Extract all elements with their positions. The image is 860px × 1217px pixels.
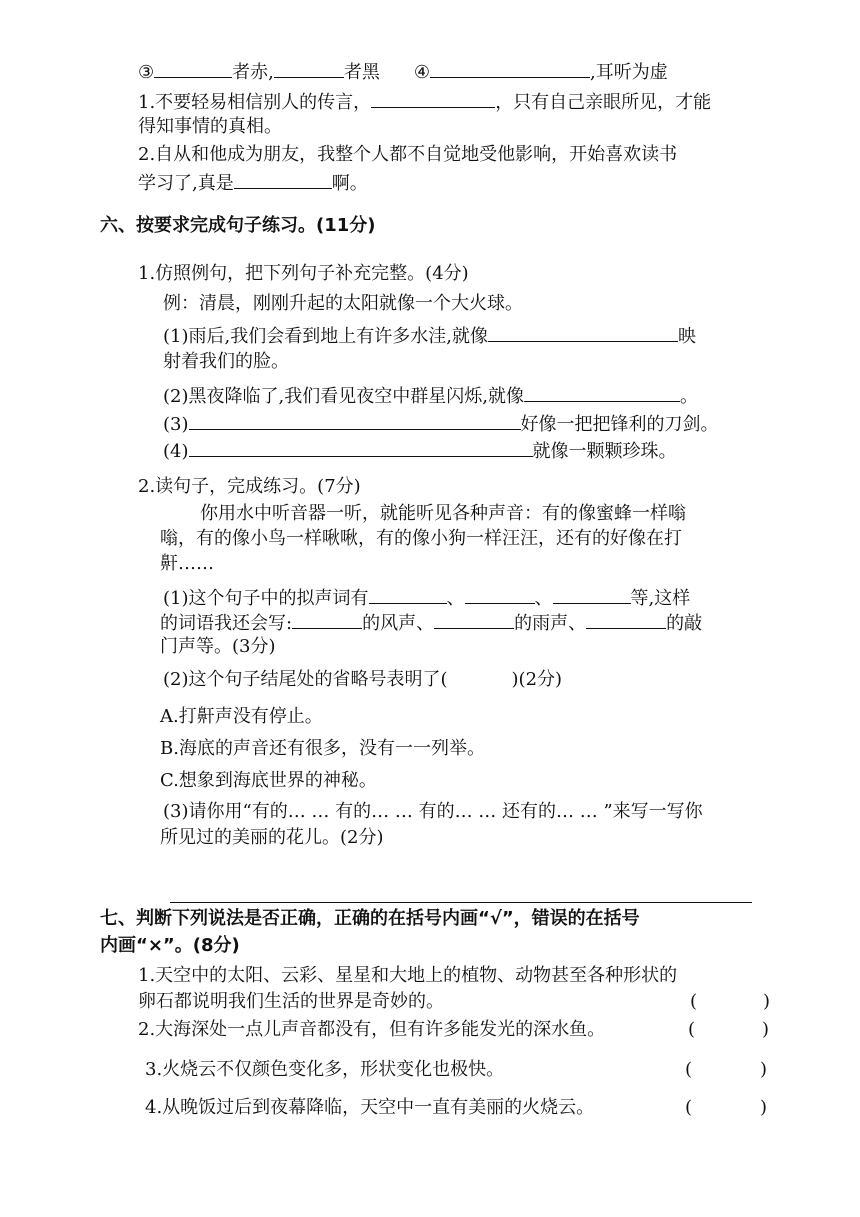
paren-open: ( <box>685 1059 693 1080</box>
s6-p2 <box>163 668 562 692</box>
text: (1)雨后,我们会看到地上有许多水洼,就像 <box>163 326 488 347</box>
fill-q1-line1 <box>138 89 711 115</box>
paren-open: ( <box>688 1019 696 1040</box>
s6-sentence-2 <box>163 383 698 409</box>
blank[interactable] <box>524 383 680 402</box>
text: 的雨声、 <box>514 613 587 634</box>
s6-sentence-3 <box>163 411 719 437</box>
section-6-title: 六、按要求完成句子练习。(11分) <box>100 215 376 236</box>
text: 等,这样 <box>630 588 691 609</box>
blank[interactable] <box>189 438 533 457</box>
s6-sentence-1 <box>163 323 696 349</box>
s6-p3-line1: (3)请你用“有的… … 有的… … 有的… … 还有的… … ”来写一写你 <box>163 801 703 822</box>
text: 、 <box>446 588 465 609</box>
s6-q1-title: 1.仿照例句，把下列句子补充完整。(4分) <box>138 263 469 284</box>
blank[interactable] <box>488 323 678 342</box>
text: 学习了,真是 <box>138 173 234 194</box>
s7-item-1-line2: 卵石都说明我们生活的世界是奇妙的。 <box>138 991 444 1012</box>
blank[interactable] <box>274 59 344 78</box>
text: 的风声、 <box>362 613 435 634</box>
blank[interactable] <box>553 585 631 604</box>
text: (3) <box>163 414 189 435</box>
blank[interactable] <box>465 585 535 604</box>
text: 的敲 <box>666 613 703 634</box>
fill-q2-line2 <box>138 170 368 196</box>
text: (2)这个句子结尾处的省略号表明了( <box>163 669 448 690</box>
text: 者黑 <box>343 62 380 83</box>
text: (2)黑夜降临了,我们看见夜空中群星闪烁,就像 <box>163 386 524 407</box>
s6-p1-line1 <box>163 585 690 611</box>
s6-example: 例：清晨，刚刚升起的太阳就像一个大火球。 <box>163 293 523 314</box>
paren-open: ( <box>690 991 698 1012</box>
text: 、 <box>534 588 553 609</box>
text: 者赤, <box>232 62 274 83</box>
text: (4) <box>163 441 189 462</box>
fill-q2-line1: 2.自从和他成为朋友，我整个人都不自觉地受他影响，开始喜欢读书 <box>138 144 678 165</box>
text: 1.不要轻易相信别人的传言， <box>138 92 372 113</box>
s6-p1-line3: 门声等。(3分) <box>160 636 276 657</box>
idiom-line-3-4 <box>138 59 668 85</box>
text: ,耳听为虚 <box>590 62 668 83</box>
s6-p1-line2 <box>160 610 702 636</box>
blank[interactable] <box>430 59 590 78</box>
paren-close: ) <box>760 1059 768 1080</box>
blank[interactable] <box>292 610 362 629</box>
fill-q1-line2: 得知事情的真相。 <box>138 116 282 137</box>
blank[interactable] <box>586 610 666 629</box>
s7-item-3: 3.火烧云不仅颜色变化多，形状变化也极快。 <box>145 1059 505 1080</box>
answer-line[interactable] <box>170 902 752 903</box>
text: )(2分) <box>511 669 563 690</box>
text: 映 <box>677 326 696 347</box>
blank[interactable] <box>154 59 232 78</box>
blank[interactable] <box>369 585 447 604</box>
section-7-title-line2: 内画“×”。(8分) <box>100 935 240 956</box>
text: 的词语我还会写: <box>160 613 293 634</box>
s6-p3-line2: 所见过的美丽的花儿。(2分) <box>160 827 384 848</box>
option-c[interactable]: C.想象到海底世界的神秘。 <box>160 770 377 791</box>
s6-sentence-4 <box>163 438 677 464</box>
s6-q2-title: 2.读句子，完成练习。(7分) <box>138 476 361 497</box>
passage-line-2: 嗡，有的像小鸟一样啾啾，有的像小狗一样汪汪，还有的好像在打 <box>160 528 682 549</box>
section-7-title-line1: 七、判断下列说法是否正确，正确的在括号内画“√”，错误的在括号 <box>100 908 640 929</box>
s7-item-2: 2.大海深处一点儿声音都没有，但有许多能发光的深水鱼。 <box>138 1019 606 1040</box>
text: 就像一颗颗珍珠。 <box>532 441 677 462</box>
option-b[interactable]: B.海底的声音还有很多，没有一一列举。 <box>160 738 485 759</box>
s7-item-1-line1: 1.天空中的太阳、云彩、星星和大地上的植物、动物甚至各种形状的 <box>138 965 678 986</box>
blank[interactable] <box>189 411 521 430</box>
text: 好像一把把锋利的刀剑。 <box>520 414 719 435</box>
s7-item-4: 4.从晚饭过后到夜幕降临，天空中一直有美丽的火烧云。 <box>145 1097 595 1118</box>
text: ，只有自己亲眼所见，才能 <box>495 92 712 113</box>
blank[interactable] <box>234 170 332 189</box>
item-mark: ③ <box>138 62 155 83</box>
option-a[interactable]: A.打鼾声没有停止。 <box>160 706 323 727</box>
paren-close: ) <box>760 1097 768 1118</box>
s6-sentence-1-cont: 射着我们的脸。 <box>163 351 289 372</box>
paren-close: ) <box>762 1019 770 1040</box>
passage-line-1: 你用水中听音器一听，就能听见各种声音：有的像蜜蜂一样嗡 <box>200 503 686 524</box>
blank[interactable] <box>371 89 495 108</box>
paren-open: ( <box>685 1097 693 1118</box>
text: 。 <box>679 386 698 407</box>
passage-line-3: 鼾…… <box>160 553 214 574</box>
paren-close: ) <box>763 991 771 1012</box>
text: (1)这个句子中的拟声词有 <box>163 588 369 609</box>
item-mark: ④ <box>413 62 431 83</box>
blank[interactable] <box>434 610 514 629</box>
text: 啊。 <box>331 173 368 194</box>
